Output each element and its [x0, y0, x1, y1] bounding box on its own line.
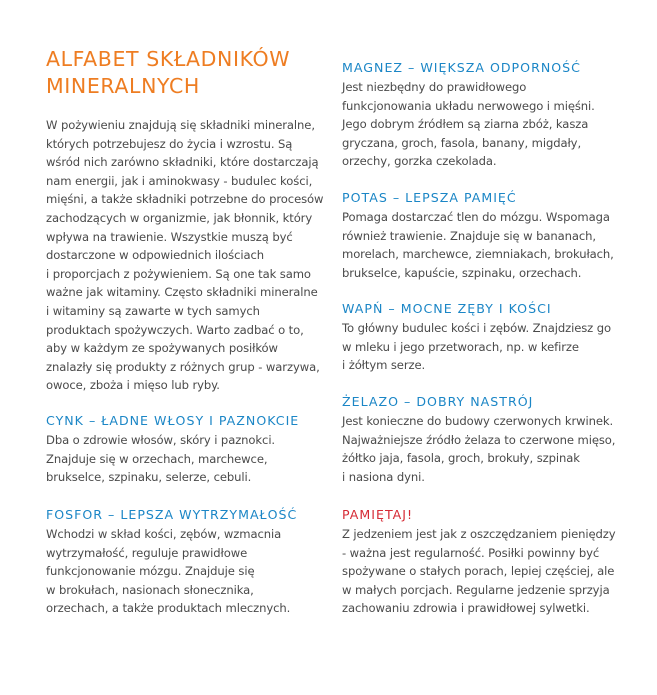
title-line: ALFABET SKŁADNIKÓW [46, 47, 291, 71]
section-heading: PAMIĘTAJ! [342, 507, 414, 522]
text-line: Jest konieczne do budowy czerwonych krwinek. [342, 414, 614, 428]
text-line: Z jedzeniem jest jak z oszczędzaniem pieniędzy [342, 527, 616, 541]
text-line: zachodzących w organizmie, jak błonnik, który [46, 210, 313, 225]
text-line: których potrzebujesz do życia i wzrostu. Są [46, 136, 293, 151]
text-line: Dba o zdrowie włosów, skóry i paznokci. [46, 433, 276, 447]
text-line: orzechach, a także produktach mlecznych. [46, 601, 291, 616]
text-line: produktach spożywczych. Warto zadbać o to, [46, 322, 304, 337]
text-line: funkcjonowania układu nerwowego i mięśni. [342, 98, 595, 113]
text-line: gryczana, groch, fasola, banany, migdały, [342, 135, 582, 150]
text-line: dostarczone w odpowiednich ilościach [46, 248, 265, 263]
text-line: orzechy, gorzka czekolada. [342, 154, 497, 169]
section-heading: ŻELAZO – DOBRY NASTRÓJ [342, 394, 534, 409]
text-line: i witaminy są zawarte w tych samych [46, 303, 260, 318]
text-line: i nasiona dyni. [342, 469, 425, 484]
text-line: Jest niezbędny do prawidłowego [342, 80, 527, 94]
text-line: Najważniejsze źródło żelaza to czerwone mięso, [342, 432, 616, 447]
text-line: W pożywieniu znajdują się składniki mineralne, [46, 118, 315, 132]
text-line: znalazły się produkty z różnych grup - warzywa, [46, 359, 320, 374]
text-line: morelach, marchewce, ziemniakach, brokułach, [342, 247, 614, 262]
text-line: wśród nich zarówno składniki, które dostarczają [46, 155, 319, 170]
text-line: w mleku i jego przetworach, np. w kefirze [342, 339, 579, 354]
text-line: Znajduje się w orzechach, marchewce, [46, 451, 268, 466]
text-line: również trawienie. Znajduje się w bananach, [342, 228, 596, 243]
section-magnez [342, 58, 632, 171]
intro-paragraph [46, 116, 324, 395]
section-fosfor [46, 505, 336, 618]
text-line: w małych porcjach. Regularne jedzenie sprzyja [342, 582, 610, 597]
text-line: mięśni, a także składniki potrzebne do procesów [46, 192, 324, 207]
section-heading: POTAS – LEPSZA PAMIĘĆ [342, 190, 517, 205]
section-cynk [46, 411, 336, 487]
section-zelazo [342, 392, 632, 486]
section-pamietaj [342, 505, 632, 618]
section-heading: FOSFOR – LEPSZA WYTRZYMAŁOŚĆ [46, 507, 298, 522]
section-heading: WAPŃ – MOCNE ZĘBY I KOŚCI [342, 301, 552, 316]
text-line: - ważna jest regularność. Posiłki powinny być [342, 545, 600, 560]
text-line: To główny budulec kości i zębów. Znajdziesz go [342, 321, 612, 335]
text-line: Pomaga dostarczać tlen do mózgu. Wspomaga [342, 210, 610, 224]
text-line: Jego dobrym źródłem są ziarna zbóż, kasza [342, 117, 589, 132]
text-line: brukselce, szpinaku, selerze, cebuli. [46, 470, 252, 485]
text-line: i proporcjach z pożywieniem. Są one tak samo [46, 266, 311, 281]
section-heading: CYNK – ŁADNE WŁOSY I PAZNOKCIE [46, 413, 300, 428]
text-line: i żółtym serze. [342, 358, 426, 373]
text-line: spożywane o stałych porach, lepiej częściej, ale [342, 564, 615, 579]
text-line: nam energii, jak i aminokwasy - budulec kości, [46, 173, 313, 188]
text-line: funkcjonowanie mózgu. Znajduje się [46, 564, 255, 579]
text-line: wpływa na trawienie. Wszystkie muszą być [46, 229, 293, 244]
text-line: brukselce, kapuście, szpinaku, orzechach. [342, 265, 582, 280]
section-wapn [342, 299, 632, 375]
text-line: żółtko jaja, fasola, groch, brokuły, szpinak [342, 451, 580, 466]
text-line: ważne jak witaminy. Często składniki mineralne [46, 285, 318, 300]
section-heading: MAGNEZ – WIĘKSZA ODPORNOŚĆ [342, 60, 581, 75]
text-line: Wchodzi w skład kości, zębów, wzmacnia [46, 527, 282, 541]
text-line: zachowaniu zdrowia i prawidłowej sylwetki. [342, 601, 590, 616]
section-potas [342, 188, 632, 282]
title-line: MINERALNYCH [46, 74, 200, 98]
text-line: wytrzymałość, reguluje prawidłowe [46, 545, 248, 560]
text-line: aby w każdym ze spożywanych posiłków [46, 341, 278, 356]
text-line: w brokułach, nasionach słonecznika, [46, 582, 254, 597]
page-title [46, 46, 314, 100]
text-line: owoce, zboża i mięso lub ryby. [46, 378, 220, 393]
